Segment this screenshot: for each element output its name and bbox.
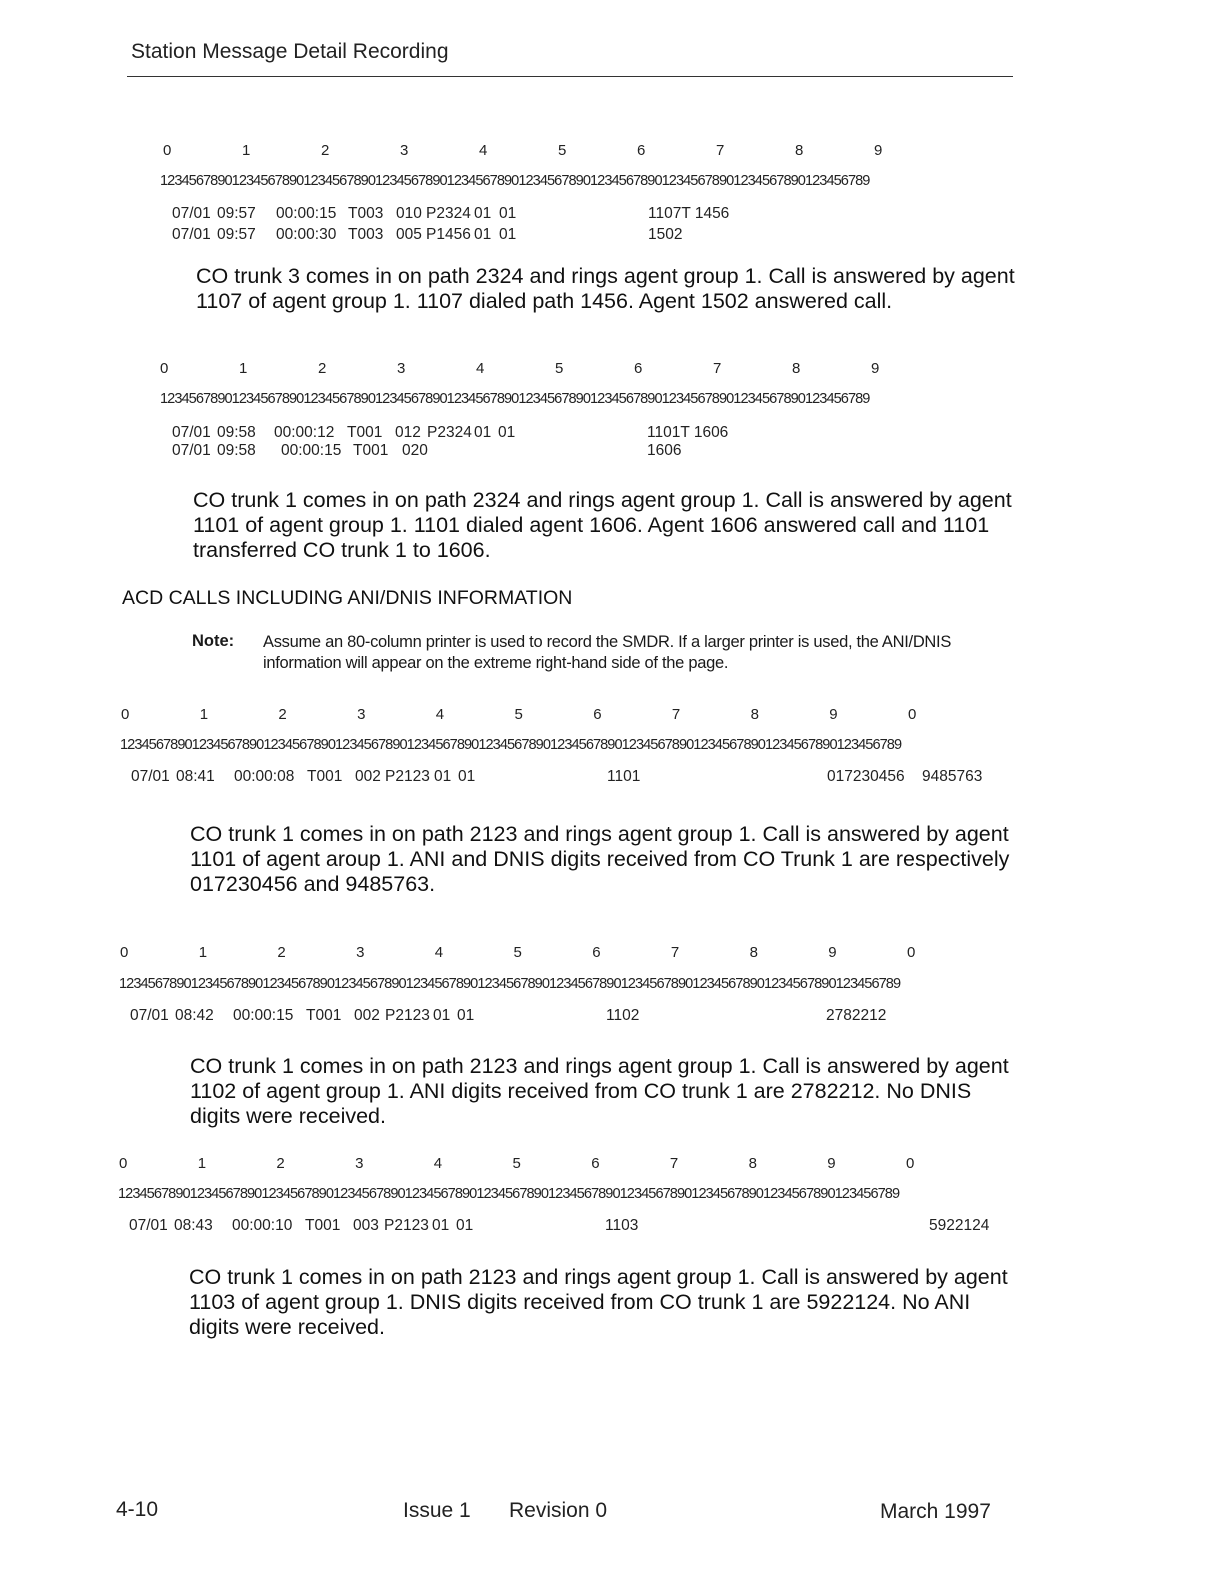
record-date: 07/01: [129, 1217, 168, 1234]
record-duration: 00:00:08: [234, 768, 295, 785]
record-time: 09:58: [217, 442, 256, 459]
record-field-a: 01: [474, 205, 492, 222]
example-description: CO trunk 1 comes in on path 2123 and rings agent group 1. Call is answered by agent 1102 of agent group 1. ANI digits received from CO trunk 1 are 2782212. No DNIS digits were received.: [190, 1054, 1009, 1128]
ruler-digit: 1: [199, 706, 209, 723]
ruler-digit: 0: [160, 360, 169, 377]
column-ruler-sequence: 123456789012345678901234567890123456789012345678901234567890123456789012345678901234567890123456789: [160, 391, 870, 407]
ruler-digit: 3: [397, 360, 406, 377]
ruler-digit: 6: [637, 142, 646, 159]
record-duration: 00:00:15: [233, 1007, 294, 1024]
ruler-digit: 5: [555, 360, 564, 377]
footer-date: March 1997: [880, 1500, 991, 1523]
record-trunk: T001: [353, 442, 389, 459]
ruler-digit: 0: [907, 944, 916, 961]
ruler-digit: 2: [318, 360, 327, 377]
record-date: 07/01: [172, 442, 211, 459]
ruler-digit: 2: [276, 1155, 285, 1172]
record-dialed: 1107T 1456: [648, 205, 730, 222]
record-path: P2123: [384, 1217, 429, 1234]
record-time: 09:57: [217, 205, 256, 222]
record-duration: 00:00:15: [281, 442, 342, 459]
record-date: 07/01: [131, 768, 170, 785]
ruler-digit: 6: [593, 706, 602, 723]
footer-page-number: 4-10: [116, 1498, 159, 1521]
ruler-digit: 4: [476, 360, 485, 377]
record-field-b: 01: [499, 226, 517, 243]
ruler-digit: 1: [198, 944, 208, 961]
ruler-digit: 9: [828, 944, 837, 961]
ruler-digit: 9: [871, 360, 880, 377]
ruler-digit: 1: [242, 142, 251, 159]
record-duration: 00:00:12: [274, 424, 335, 441]
record-field-a: 01: [432, 1217, 450, 1234]
record-trunk: T003: [348, 226, 384, 243]
note-label: Note:: [192, 632, 235, 650]
record-path: P2324: [427, 424, 472, 441]
ruler-digit: 4: [479, 142, 488, 159]
record-date: 07/01: [172, 226, 211, 243]
record-path: P1456: [426, 226, 471, 243]
ruler-digit: 3: [357, 706, 366, 723]
example-description: CO trunk 3 comes in on path 2324 and rings agent group 1. Call is answered by agent 1107 of agent group 1. 1107 dialed path 1456. Agent 1502 answered call.: [196, 264, 1015, 313]
record-agent: 1103: [605, 1217, 639, 1234]
ruler-digit: 0: [906, 1155, 915, 1172]
record-field-a: 01: [474, 424, 492, 441]
record-field-b: 01: [499, 205, 517, 222]
record-agent: 1102: [606, 1007, 640, 1024]
record-field-b: 01: [457, 1007, 475, 1024]
record-trunk: T001: [307, 768, 343, 785]
record-trunk: T001: [347, 424, 383, 441]
footer-revision: Revision 0: [509, 1499, 608, 1522]
ruler-digit: 3: [356, 944, 365, 961]
record-code: 010: [396, 205, 422, 222]
record-date: 07/01: [130, 1007, 169, 1024]
ruler-digit: 4: [433, 1155, 443, 1172]
record-dnis: 5922124: [929, 1217, 990, 1234]
record-dialed: 1502: [648, 226, 683, 243]
ruler-digit: 7: [716, 142, 725, 159]
column-ruler-sequence: 1234567890123456789012345678901234567890123456789012345678901234567890123456789012345678901234567890123456789: [120, 737, 902, 753]
ruler-digit: 0: [121, 706, 130, 723]
note-text: Assume an 80-column printer is used to record the SMDR. If a larger printer is used, the ANI/DNIS information will appear on the extreme right-hand side of the page.: [263, 633, 952, 672]
record-trunk: T003: [348, 205, 384, 222]
ruler-digit: 1: [197, 1155, 207, 1172]
ruler-digit: 9: [829, 706, 838, 723]
section-heading: ACD CALLS INCLUDING ANI/DNIS INFORMATION: [122, 587, 573, 609]
ruler-digit: 3: [355, 1155, 364, 1172]
ruler-digit: 9: [827, 1155, 836, 1172]
record-field-b: 01: [456, 1217, 474, 1234]
ruler-digit: 6: [634, 360, 643, 377]
ruler-digit: 3: [400, 142, 409, 159]
ruler-digit: 5: [512, 1155, 521, 1172]
example-description: CO trunk 1 comes in on path 2123 and rings agent group 1. Call is answered by agent 1101 of agent aroup 1. ANI and DNIS digits received from CO Trunk 1 are respectively 017230456 and 9485763.: [190, 822, 1010, 896]
record-time: 09:58: [217, 424, 256, 441]
ruler-digit: 7: [670, 944, 680, 961]
ruler-digit: 8: [748, 1155, 757, 1172]
record-path: P2324: [426, 205, 471, 222]
ruler-digit: 9: [874, 142, 883, 159]
column-ruler-sequence: 1234567890123456789012345678901234567890123456789012345678901234567890123456789012345678901234567890123456789: [118, 1186, 900, 1202]
footer-issue: Issue 1: [403, 1499, 471, 1522]
record-duration: 00:00:15: [276, 205, 337, 222]
record-code: 002: [355, 768, 381, 785]
ruler-digit: 8: [750, 706, 759, 723]
record-duration: 00:00:30: [276, 226, 337, 243]
record-agent: 1101: [607, 768, 641, 785]
column-ruler-sequence: 123456789012345678901234567890123456789012345678901234567890123456789012345678901234567890123456789: [160, 173, 870, 189]
ruler-digit: 2: [277, 944, 286, 961]
record-ani: 2782212: [826, 1007, 887, 1024]
record-dialed: 1606: [647, 442, 682, 459]
ruler-digit: 5: [514, 706, 523, 723]
ruler-digit: 0: [163, 142, 172, 159]
record-trunk: T001: [305, 1217, 341, 1234]
record-code: 002: [354, 1007, 380, 1024]
ruler-digit: 8: [795, 142, 804, 159]
ruler-digit: 6: [592, 944, 601, 961]
record-dialed: 1101T 1606: [647, 424, 729, 441]
record-time: 08:43: [174, 1217, 213, 1234]
record-code: 012: [395, 424, 421, 441]
ruler-digit: 2: [321, 142, 330, 159]
ruler-digit: 4: [435, 706, 445, 723]
ruler-digit: 8: [792, 360, 801, 377]
record-date: 07/01: [172, 205, 211, 222]
ruler-digit: 7: [669, 1155, 679, 1172]
record-field-a: 01: [433, 1007, 451, 1024]
ruler-digit: 8: [749, 944, 758, 961]
record-duration: 00:00:10: [232, 1217, 293, 1234]
record-path: P2123: [385, 1007, 430, 1024]
column-ruler-sequence: 1234567890123456789012345678901234567890123456789012345678901234567890123456789012345678901234567890123456789: [119, 976, 901, 992]
example-description: CO trunk 1 comes in on path 2123 and rings agent group 1. Call is answered by agent 1103 of agent group 1. DNIS digits received from CO trunk 1 are 5922124. No ANI digits were received.: [189, 1265, 1008, 1339]
ruler-digit: 0: [120, 944, 129, 961]
record-field-a: 01: [434, 768, 452, 785]
ruler-digit: 7: [671, 706, 681, 723]
record-field-a: 01: [474, 226, 492, 243]
record-field-b: 01: [498, 424, 516, 441]
record-path: P2123: [385, 768, 430, 785]
ruler-digit: 5: [558, 142, 567, 159]
record-code: 003: [353, 1217, 379, 1234]
ruler-digit: 6: [591, 1155, 600, 1172]
ruler-digit: 1: [239, 360, 248, 377]
record-ani: 017230456: [827, 768, 905, 785]
ruler-digit: 5: [513, 944, 522, 961]
record-time: 08:41: [176, 768, 215, 785]
ruler-digit: 0: [908, 706, 917, 723]
ruler-digit: 0: [119, 1155, 128, 1172]
record-dnis: 9485763: [922, 768, 983, 785]
example-description: CO trunk 1 comes in on path 2324 and rings agent group 1. Call is answered by agent 1101 of agent group 1. 1101 dialed agent 1606. Agent 1606 answered call and 1101 transferred CO trunk 1 to 1606.: [193, 488, 1012, 562]
record-field-b: 01: [458, 768, 476, 785]
record-time: 09:57: [217, 226, 256, 243]
record-time: 08:42: [175, 1007, 214, 1024]
header-rule: [127, 76, 1013, 77]
page-header-title: Station Message Detail Recording: [131, 40, 449, 63]
ruler-digit: 2: [278, 706, 287, 723]
record-code: 005: [396, 226, 422, 243]
record-date: 07/01: [172, 424, 211, 441]
ruler-digit: 4: [434, 944, 444, 961]
record-code: 020: [402, 442, 428, 459]
record-trunk: T001: [306, 1007, 342, 1024]
ruler-digit: 7: [713, 360, 722, 377]
